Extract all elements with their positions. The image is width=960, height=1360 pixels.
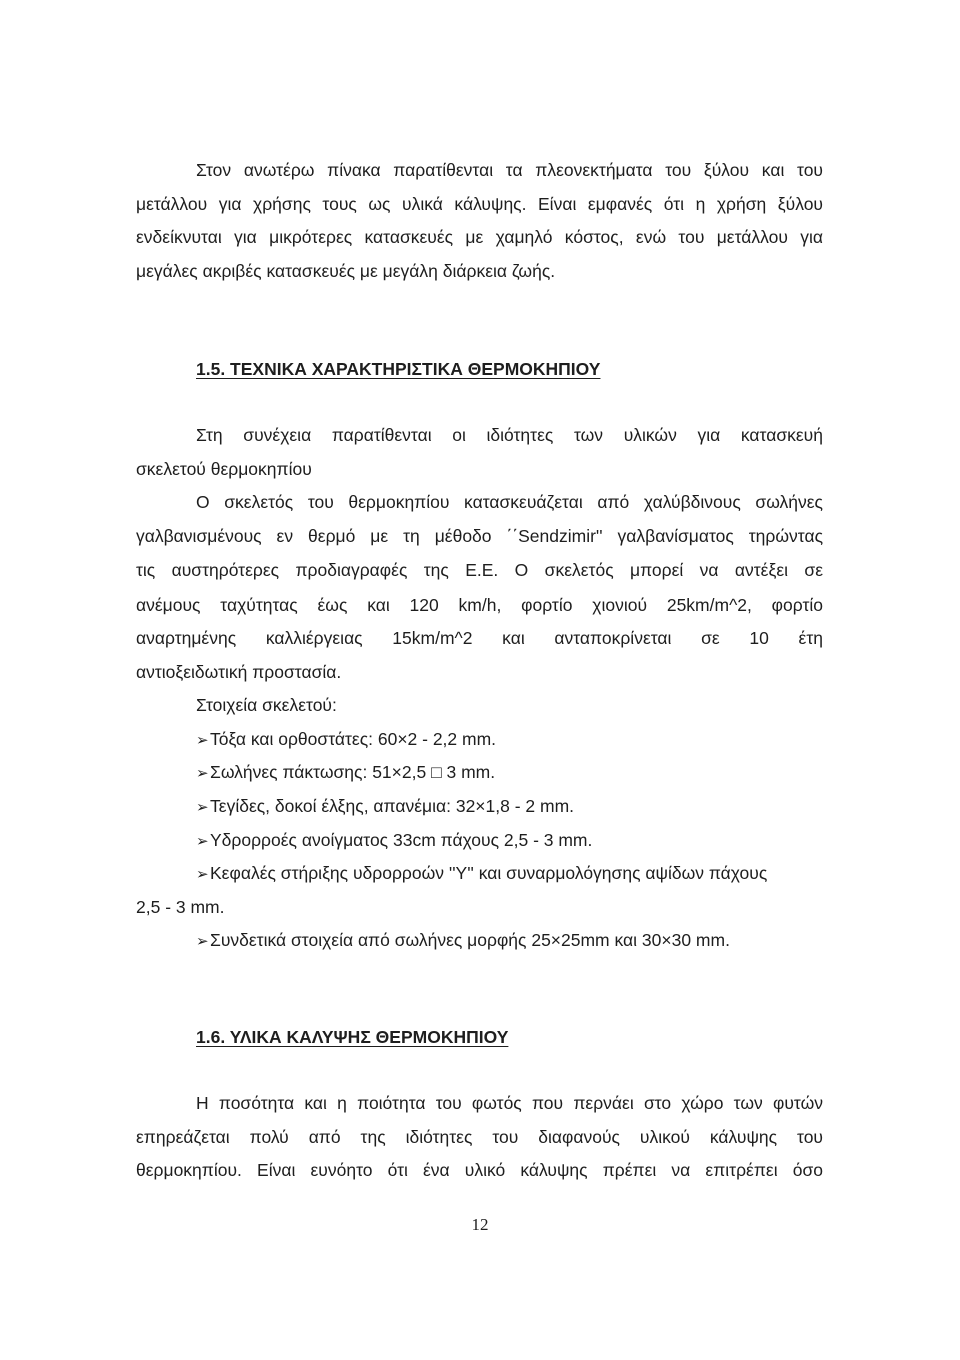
- arrow-bullet-icon: ➢: [196, 799, 209, 816]
- arrow-bullet-icon: ➢: [196, 732, 209, 749]
- list-item: [196, 929, 730, 953]
- para2-line-2: γαλβανισμένους εν θερμό με τη μέθοδο ΄΄Sendzimir'' γαλβανίσματος τηρώντας: [136, 526, 823, 546]
- arrow-bullet-icon: ➢: [196, 866, 209, 883]
- intro-line-4: μεγάλες ακριβές κατασκευές με μεγάλη διάρκεια ζωής.: [136, 261, 556, 281]
- arrow-bullet-icon: ➢: [196, 833, 209, 850]
- para2-line-3: τις αυστηρότερες προδιαγραφές της Ε.Ε. Ο σκελετός μπορεί να αντέξει σε: [136, 560, 823, 580]
- section-heading-1-6: 1.6. ΥΛΙΚΑ ΚΑΛΥΨΗΣ ΘΕΡΜΟΚΗΠΙΟΥ: [196, 1027, 509, 1047]
- s16-line-1: Η ποσότητα και η ποιότητα του φωτός που περνάει στο χώρο των φυτών: [196, 1093, 823, 1113]
- list-item-text: Τόξα και ορθοστάτες: 60×2 - 2,2 mm.: [210, 729, 497, 749]
- arrow-bullet-icon: ➢: [196, 765, 209, 782]
- list-item-text: Κεφαλές στήριξης υδρορροών ''Υ'' και συναρμολόγησης αψίδων πάχους: [210, 863, 768, 883]
- para2-line-5: αναρτημένης καλλιέργειας 15km/m^2 και ανταποκρίνεται σε 10 έτη: [136, 628, 823, 648]
- arrow-bullet-icon: ➢: [196, 933, 209, 950]
- para2-line-6: αντιοξειδωτική προστασία.: [136, 662, 342, 682]
- para1-line-2: σκελετού θερμοκηπίου: [136, 459, 312, 479]
- list-item: [196, 829, 592, 853]
- section-heading-1-5: 1.5. ΤΕΧΝΙΚΑ ΧΑΡΑΚΤΗΡΙΣΤΙΚΑ ΘΕΡΜΟΚΗΠΙΟΥ: [196, 359, 601, 379]
- para2-line-1: Ο σκελετός του θερμοκηπίου κατασκευάζεται από χαλύβδινους σωλήνες: [196, 492, 823, 512]
- intro-line-1: Στον ανωτέρω πίνακα παρατίθενται τα πλεονεκτήματα του ξύλου και του: [196, 160, 823, 180]
- para1-line-1: Στη συνέχεια παρατίθενται οι ιδιότητες των υλικών για κατασκευή: [196, 425, 823, 445]
- list-title: Στοιχεία σκελετού:: [196, 695, 337, 715]
- list-item-text: Συνδετικά στοιχεία από σωλήνες μορφής 25×25mm και 30×30 mm.: [210, 930, 730, 950]
- intro-line-3: ενδείκνυται για μικρότερες κατασκευές με χαμηλό κόστος, ενώ του μετάλλου για: [136, 227, 823, 247]
- page-number: 12: [471, 1215, 489, 1234]
- s16-line-3: θερμοκηπίου. Είναι ευνόητο ότι ένα υλικό κάλυψης πρέπει να επιτρέπει όσο: [136, 1160, 823, 1180]
- list-item: [196, 862, 767, 886]
- list-item-text: Τεγίδες, δοκοί έλξης, απανέμια: 32×1,8 - 2 mm.: [210, 796, 575, 816]
- list-item: [196, 728, 496, 752]
- intro-line-2: μετάλλου για χρήσης τους ως υλικά κάλυψης. Είναι εμφανές ότι η χρήση ξύλου: [136, 194, 823, 214]
- list-item-text: Υδρορροές ανοίγματος 33cm πάχους 2,5 - 3 mm.: [210, 830, 593, 850]
- para2-line-4: ανέμους ταχύτητας έως και 120 km/h, φορτίο χιονιού 25km/m^2, φορτίο: [136, 595, 823, 615]
- list-item-text: Σωλήνες πάκτωσης: 51×2,5 □ 3 mm.: [210, 762, 496, 782]
- s16-line-2: επηρεάζεται πολύ από της ιδιότητες του διαφανούς υλικού κάλυψης του: [136, 1127, 823, 1147]
- list-item-continuation: 2,5 - 3 mm.: [136, 897, 225, 917]
- list-item: [196, 795, 574, 819]
- list-item: [196, 761, 495, 785]
